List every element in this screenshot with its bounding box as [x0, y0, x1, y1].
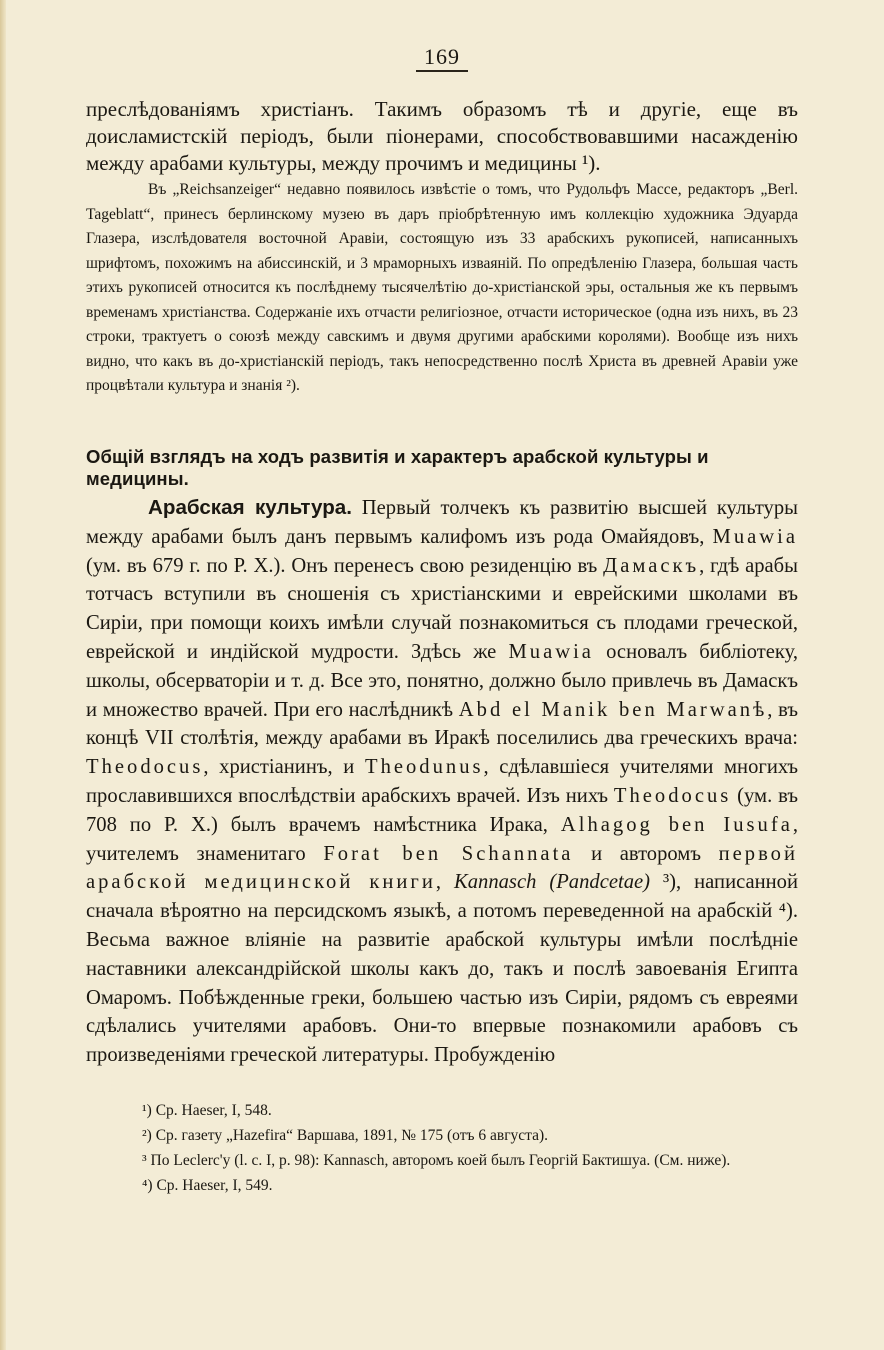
- main-paragraph: [86, 494, 798, 1070]
- main-text-part: ,: [435, 871, 454, 894]
- emphasis-first-book: первой арабской медицинской книги: [86, 842, 798, 894]
- footnote-text: По Leclerc'у (l. c. I, p. 98): Kannasch, авторомъ коей былъ Георгій Бактишуа. (См. ниже).: [150, 1152, 731, 1169]
- footnote-mark: ¹): [142, 1102, 152, 1119]
- main-text-part: (ум. въ 708 по Р. Х.) былъ врачемъ намѣстника Ирака,: [86, 784, 798, 836]
- footnote-4: [86, 1173, 798, 1198]
- book-title-kannasch: Kannasch (Pandcetae): [454, 871, 650, 894]
- name-theodocus: Theodocus: [613, 784, 732, 807]
- name-abd-el-manik: Abd el Manik ben Marwanѣ: [458, 698, 768, 721]
- name-alhagog: Alhagog ben Iusufa: [560, 813, 793, 836]
- page-number-underline: [416, 70, 468, 72]
- main-text-part: ³), написанной сначала вѣроятно на персидскомъ языкѣ, а потомъ переведенной на арабскій ⁴). Весьма важное вліяніе на развитіе арабской культуры имѣли послѣдніе наставники александрійской школы какъ до, такъ и послѣ завоеванія Египта Омаромъ. Побѣжденные греки, большею частью изъ Сиріи, рядомъ съ евреями сдѣлались учителями арабовъ. Они-то впервые познакомили арабовъ съ произведеніями греческой литературы. Пробужденію: [86, 871, 798, 1067]
- book-page: [86, 0, 798, 1350]
- footnotes: [86, 1098, 798, 1198]
- name-muawia: Muawia: [508, 640, 594, 663]
- footnote-1: [86, 1098, 798, 1123]
- opening-paragraph: [86, 96, 798, 177]
- name-theodunus: Theodunus: [364, 756, 484, 779]
- main-text-part: , въ концѣ VII столѣтія, между арабами въ Иракѣ поселились два греческихъ врача:: [86, 698, 798, 750]
- footnote-3: [86, 1148, 798, 1173]
- small-print-paragraph: Въ „Reichsanzeiger“ недавно появилось извѣстіе о томъ, что Рудольфъ Массе, редакторъ „Berl. Tageblatt“, принесъ берлинскому музею въ даръ пріобрѣтенную имъ коллекцію художника Эдуарда Глазера, изслѣдователя восточной Аравіи, состоящую изъ 33 арабскихъ рукописей, написанныхъ шрифтомъ, похожимъ на абиссинскій, и 3 мраморныхъ изваяній. По опредѣленію Глазера, большая часть этихъ рукописей относится къ послѣднему тысячелѣтію до-христіанской эры, остальныя же къ первымъ временамъ христіанства. Содержаніе ихъ отчасти религіозное, отчасти историческое (одна изъ нихъ, въ 23 строки, трактуетъ о союзѣ между савскимъ и двумя другими арабскими королями). Вообще изъ нихъ видно, что какъ въ до-христіанскій періодъ, такъ непосредственно послѣ Христа въ древней Аравіи уже процвѣтали культура и знанія ²).: [86, 181, 798, 394]
- footnote-mark: ⁴): [142, 1177, 153, 1194]
- main-text-part: Первый толчекъ къ развитію высшей культуры между арабами былъ данъ первымъ калифомъ изъ рода Омайядовъ,: [86, 497, 798, 548]
- page-number: 169: [424, 44, 460, 69]
- place-damascus: Дамаскъ: [603, 554, 700, 577]
- main-text-part: , учителемъ знаменитаго: [86, 813, 798, 865]
- main-text-part: , гдѣ арабы тотчасъ вступили въ сношенія съ христіанскими и еврейскими школами въ Сиріи, при помощи коихъ имѣли случай познакомиться съ плодами греческой, еврейской и индійской мудрости. Здѣсь же: [86, 554, 798, 663]
- footnote-mark: ³: [142, 1152, 147, 1169]
- lead-term: Арабская культура.: [148, 496, 352, 519]
- name-theodocus: Theodocus: [86, 756, 204, 779]
- page-edge: [0, 0, 6, 1350]
- main-text-part: и авторомъ: [573, 842, 719, 865]
- main-text-part: , христіанинъ, и: [203, 756, 365, 779]
- section-heading: Общій взглядъ на ходъ развитія и характеръ арабской культуры и медицины.: [86, 446, 709, 489]
- name-forat: Forat ben Schannata: [323, 842, 574, 865]
- footnote-text: Ср. газету „Hazefira“ Варшава, 1891, № 175 (отъ 6 августа).: [155, 1127, 549, 1144]
- footnote-text: Ср. Haeser, I, 549.: [156, 1177, 273, 1194]
- footnote-2: [86, 1123, 798, 1148]
- footnote-text: Ср. Haeser, I, 548.: [155, 1102, 272, 1119]
- main-text-part: основалъ библіотеку, школы, обсерваторіи и т. д. Все это, понятно, должно было привлечь въ Дамаскъ и множество врачей. При его наслѣдникѣ: [86, 640, 798, 721]
- opening-paragraph-text: преслѣдованіямъ христіанъ. Такимъ образомъ тѣ и другіе, еще въ доисламистскій періодъ, были піонерами, способствовавшими насажденію между арабами культуры, между прочимъ и медицины ¹).: [86, 97, 798, 175]
- name-muawia: Muawia: [712, 525, 798, 548]
- main-text-part: , сдѣлавшіеся учителями многихъ прославившихся впослѣдствіи арабскихъ врачей. Изъ нихъ: [86, 756, 798, 807]
- main-text-part: (ум. въ 679 г. по Р. Х.). Онъ перенесъ свою резиденцію въ: [86, 554, 604, 577]
- footnote-mark: ²): [142, 1127, 152, 1144]
